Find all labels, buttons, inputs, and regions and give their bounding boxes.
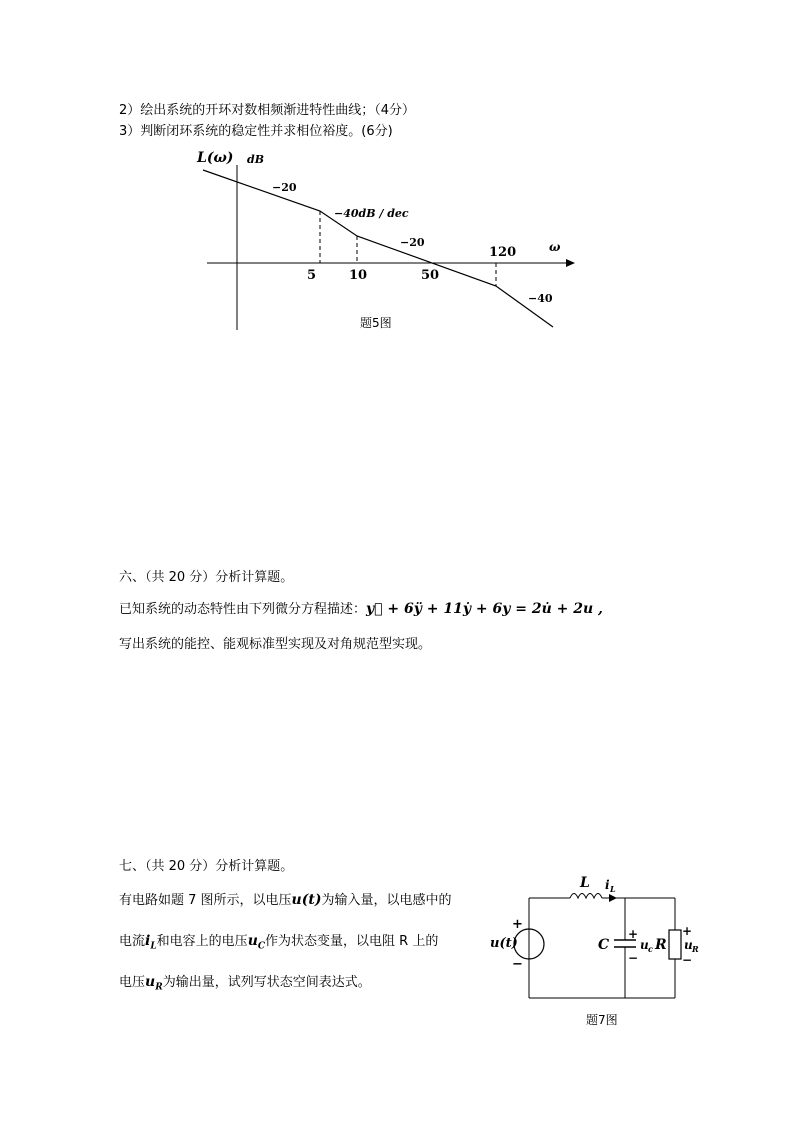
q7-heading: 七、（共 20 分）分析计算题。 [119, 859, 294, 874]
current-arrow-icon [609, 894, 617, 902]
resistor-minus: − [682, 953, 693, 967]
source-minus: − [512, 957, 523, 972]
inductor-current-label: i [605, 878, 610, 892]
tick-label-5: 5 [307, 268, 317, 283]
tick-label-10: 10 [349, 268, 368, 283]
capacitor-label: C [598, 937, 610, 953]
slope-label-1: −20 [272, 181, 297, 194]
q7-uc-subscript: C [257, 941, 266, 952]
inductor-label: L [580, 875, 590, 891]
resistor [669, 930, 681, 959]
q6-equation: y⃛ + 6ÿ + 11ẏ + 6y = 2u̇ + 2u , [366, 601, 603, 617]
q5-item-3: 3）判断闭环系统的稳定性并求相位裕度。(6分) [119, 124, 393, 139]
q7-line-2-b: 和电容上的电压 [156, 934, 248, 949]
q7-line-3-a: 电压 [119, 975, 146, 990]
x-axis-label: ω [549, 240, 561, 254]
q7-input-symbol: u(t) [291, 892, 322, 908]
capacitor-voltage-subscript: c [648, 944, 653, 954]
y-axis-unit: dB [247, 153, 264, 166]
q7-ur-subscript: R [155, 982, 163, 993]
q5-item-2: 2）绘出系统的开环对数相频渐进特性曲线；（4分） [119, 103, 416, 118]
resistor-plus: + [682, 924, 693, 938]
q6-line-2: 写出系统的能控、能观标准型实现及对角规范型实现。 [119, 637, 432, 652]
source-plus: + [512, 917, 523, 932]
q7-line-2-a: 电流 [119, 934, 146, 949]
capacitor-minus: − [628, 951, 639, 965]
resistor-label: R [655, 937, 667, 953]
resistor-voltage-subscript: R [692, 944, 699, 954]
q7-line-3-b: 为输出量，试列写状态空间表达式。 [162, 975, 371, 990]
tick-label-120: 120 [489, 245, 517, 260]
capacitor-voltage-label: u [640, 938, 649, 952]
q6-heading: 六、（共 20 分）分析计算题。 [119, 570, 294, 585]
inductor-current-subscript: L [610, 884, 616, 894]
figure-5-caption: 题5图 [360, 316, 392, 330]
tick-label-50: 50 [421, 268, 440, 283]
slope-label-4: −40 [528, 292, 553, 305]
source-label: u(t) [490, 936, 518, 951]
resistor-voltage-label: u [684, 938, 693, 952]
q7-line-2-c: 作为状态变量，以电阻 R 上的 [265, 934, 439, 949]
q7-il-symbol: i [145, 933, 151, 949]
slope-label-3: −20 [400, 236, 425, 249]
q6-line-1-text: 已知系统的动态特性由下列微分方程描述： [119, 602, 367, 617]
inductor-coil [570, 894, 602, 899]
capacitor-plus: + [628, 927, 639, 941]
q7-il-subscript: L [150, 941, 157, 952]
slope-label-2: −40dB / dec [334, 207, 409, 220]
q7-ur-symbol: u [145, 974, 156, 990]
q7-line-1-b: 为输入量，以电感中的 [321, 893, 452, 908]
figure-7-caption: 题7图 [586, 1013, 618, 1027]
y-axis-label: L(ω) [197, 150, 234, 166]
q7-line-1-a: 有电路如题 7 图所示，以电压 [119, 893, 292, 908]
q7-uc-symbol: u [247, 933, 258, 949]
